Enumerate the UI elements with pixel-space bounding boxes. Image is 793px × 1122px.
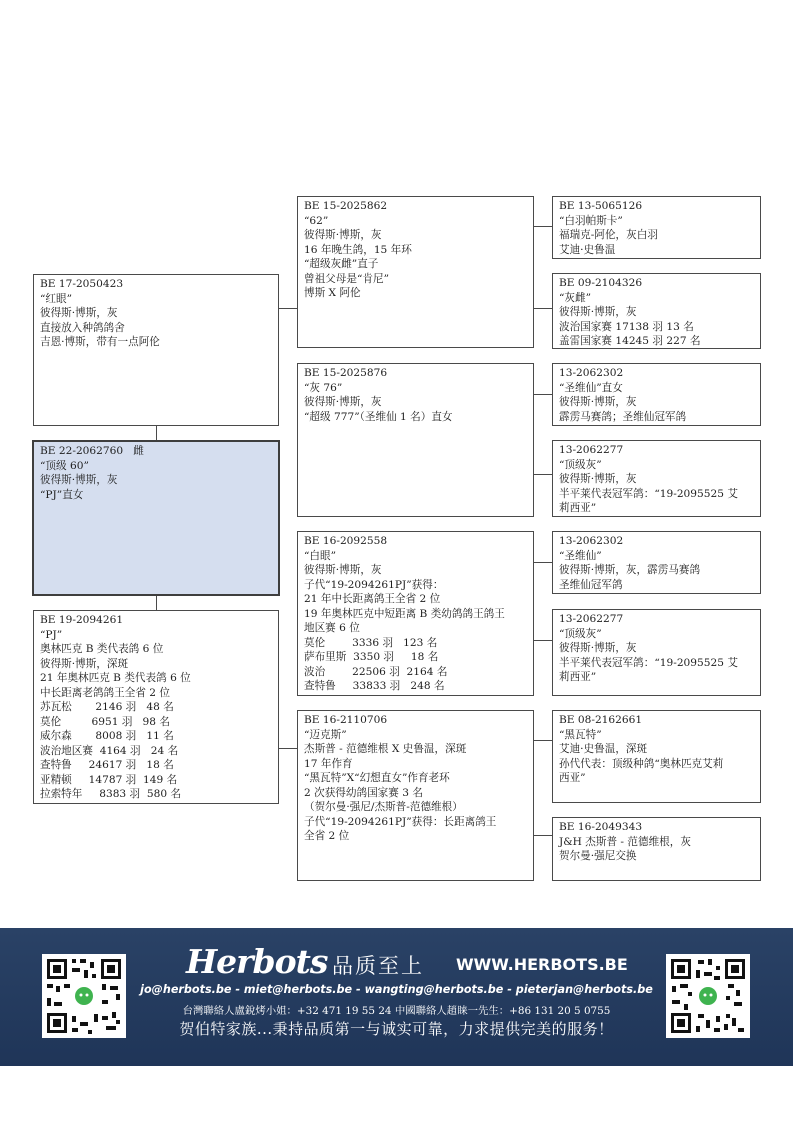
- pedigree-line: J&H 杰斯普 - 范德维根，灰: [559, 835, 691, 848]
- pedigree-line: 直接放入种鸽鸽舍: [40, 321, 125, 334]
- qr-code-icon: [666, 954, 750, 1038]
- ring-number: BE 15-2025876: [304, 367, 388, 379]
- sire-sire-box: [297, 196, 534, 348]
- ring-number: 13-2062277: [559, 444, 624, 456]
- ring-number: BE 13-5065126: [559, 200, 643, 212]
- pedigree-line: 波治国家赛 17138 羽 13 名: [559, 320, 694, 333]
- pedigree-line: 半平莱代表冠军鸽：“19-2095525 艾: [559, 487, 738, 500]
- pedigree-line: 曾祖父母是“肯尼”: [304, 272, 389, 285]
- pedigree-line: 彼得斯·博斯，灰: [559, 642, 637, 654]
- connector: [533, 640, 553, 641]
- herbots-logo: Herbots: [186, 942, 328, 981]
- ring-number: 13-2062302: [559, 535, 624, 547]
- qr-code-left[interactable]: [42, 954, 126, 1038]
- pedigree-line: “顶级灰”: [559, 627, 602, 640]
- pedigree-line: “PJ”: [40, 628, 63, 641]
- dam-box: [33, 610, 279, 804]
- contact-phones: 台灣聯絡人盧銳烤小姐：+32 471 19 55 24 中國聯絡人趙睐一先生：+86 131 20 5 0755: [182, 1005, 611, 1017]
- connector: [533, 562, 553, 563]
- pedigree-line: 拉索特年 8383 羽 580 名: [40, 788, 182, 800]
- pedigree-line: “62”: [304, 214, 329, 227]
- pedigree-line: “黑瓦特”X“幻想直女”作育老环: [304, 772, 450, 784]
- wechat-icon: [699, 987, 717, 1005]
- connector: [533, 835, 553, 836]
- dam-dam-box: [297, 710, 534, 881]
- pedigree-line: 奥林匹克 B 类代表鸽 6 位: [40, 643, 164, 655]
- ring-number: BE 16-2092558: [304, 535, 388, 547]
- pedigree-line: 全省 2 位: [304, 830, 350, 842]
- sire-dam-box: [297, 363, 534, 517]
- pedigree-line: 彼得斯·博斯，深斑: [40, 657, 129, 670]
- pedigree-line: 19 年奥林匹克中短距离 B 类幼鸽鸽王鸽王: [304, 607, 505, 620]
- ring-number: 13-2062277: [559, 613, 624, 625]
- pedigree-line: 福瑞克-阿伦，灰白羽: [559, 229, 658, 241]
- pedigree-line: “灰雌”: [559, 291, 592, 304]
- pedigree-line: “PJ”直女: [40, 488, 84, 501]
- pedigree-line: 吉恩·博斯，带有一点阿伦: [40, 336, 160, 348]
- ds-dam-box: [552, 609, 761, 696]
- pedigree-line: “灰 76”: [304, 381, 343, 394]
- pedigree-line: 17 年作育: [304, 757, 353, 770]
- pedigree-line: 彼得斯·博斯，灰: [559, 396, 637, 408]
- pedigree-line: “白羽帕斯卡”: [559, 214, 623, 227]
- pedigree-line: 2 次获得幼鸽国家赛 3 名: [304, 786, 423, 799]
- pedigree-line: 21 年奥林匹克 B 类代表鸽 6 位: [40, 672, 191, 684]
- ring-number: 13-2062302: [559, 367, 624, 379]
- ring-number: BE 22-2062760 雌: [40, 445, 144, 457]
- pedigree-line: 萨布里斯 3350 羽 18 名: [304, 651, 439, 663]
- ds-sire-box: [552, 531, 761, 594]
- ring-number: BE 09-2104326: [559, 277, 643, 289]
- connector: [533, 740, 553, 741]
- pedigree-line: “顶级 60”: [40, 459, 89, 472]
- slogan: 品质至上: [332, 954, 424, 978]
- pedigree-line: 彼得斯·博斯，灰: [559, 306, 637, 318]
- dam-sire-box: [297, 531, 534, 696]
- connector: [533, 394, 553, 395]
- contact-emails[interactable]: jo@herbots.be - miet@herbots.be - wangting@herbots.be - pieterjan@herbots.be: [140, 983, 653, 996]
- pedigree-line: “超级 777”（圣维仙 1 名）直女: [304, 410, 453, 423]
- connector: [156, 425, 157, 441]
- pedigree-line: 波治地区赛 4164 羽 24 名: [40, 744, 179, 757]
- pedigree-line: 莫伦 6951 羽 98 名: [40, 715, 170, 728]
- pedigree-line: 地区赛 6 位: [304, 622, 360, 634]
- ring-number: BE 19-2094261: [40, 614, 124, 626]
- wechat-icon: [75, 987, 93, 1005]
- pedigree-line: 彼得斯·博斯，灰: [304, 229, 382, 241]
- motto: 贺伯特家族...秉持品质第一与诚实可靠，力求提供完美的服务！: [179, 1020, 614, 1038]
- pedigree-line: 贺尔曼·强尼交换: [559, 850, 637, 862]
- pedigree-line: “圣维仙”: [559, 549, 602, 562]
- pedigree-line: 16 年晚生鸽，15 年环: [304, 243, 412, 256]
- pedigree-line: 查特鲁 33833 羽 248 名: [304, 680, 445, 692]
- sd-dam-box: [552, 440, 761, 517]
- pedigree-line: 孙代代表：顶级种鸽“奥林匹克艾莉: [559, 757, 724, 770]
- connector: [533, 308, 553, 309]
- connector: [533, 226, 553, 227]
- pedigree-line: “圣维仙”直女: [559, 381, 623, 394]
- sire-box: [33, 274, 279, 426]
- pedigree-line: “白眼”: [304, 549, 337, 562]
- ring-number: BE 16-2110706: [304, 714, 388, 726]
- pedigree-line: 杰斯普 - 范德维根 X 史鲁温，深斑: [304, 743, 467, 755]
- pedigree-line: 彼得斯·博斯，灰: [40, 474, 118, 486]
- pedigree-line: “红眼”: [40, 292, 73, 305]
- pedigree-line: 威尔森 8008 羽 11 名: [40, 730, 174, 742]
- pedigree-line: 博斯 X 阿伦: [304, 287, 361, 299]
- pedigree-line: 子代“19-2094261PJ”获得：: [304, 578, 444, 591]
- ss-dam-box: [552, 273, 761, 349]
- pedigree-line: 莉西亚”: [559, 671, 597, 683]
- ring-number: BE 16-2049343: [559, 821, 643, 833]
- brand-row: [186, 942, 628, 981]
- pedigree-line: 彼得斯·博斯，灰: [304, 564, 382, 576]
- connector: [533, 474, 553, 475]
- pedigree-line: 盖雷国家赛 14245 羽 227 名: [559, 335, 701, 347]
- pedigree-line: 半平莱代表冠军鸽：“19-2095525 艾: [559, 656, 738, 669]
- pedigree-line: 艾迪·史鲁温，深斑: [559, 743, 648, 755]
- pedigree-line: 莉西亚”: [559, 502, 597, 514]
- pedigree-line: 21 年中长距离鸽王全省 2 位: [304, 593, 441, 605]
- pedigree-line: “迈克斯”: [304, 728, 347, 741]
- pedigree-line: 彼得斯·博斯，灰: [559, 473, 637, 485]
- connector: [278, 308, 298, 309]
- pedigree-line: 波治 22506 羽 2164 名: [304, 665, 448, 678]
- pedigree-line: 圣维仙冠军鸽: [559, 578, 623, 591]
- pedigree-line: 中长距离老鸽鸽王全省 2 位: [40, 686, 171, 699]
- pedigree-line: 艾迪·史鲁温: [559, 243, 616, 256]
- website-link[interactable]: WWW.HERBOTS.BE: [456, 955, 628, 974]
- sd-sire-box: [552, 363, 761, 426]
- pedigree-line: 子代“19-2094261PJ”获得：长距离鸽王: [304, 815, 497, 828]
- pedigree-line: 亚精顿 14787 羽 149 名: [40, 773, 178, 786]
- pedigree-line: “黑瓦特”: [559, 728, 602, 741]
- pedigree-line: “超级灰雌”直子: [304, 258, 379, 270]
- qr-code-icon: [42, 954, 126, 1038]
- pedigree-line: 霹雳马赛鸽；圣维仙冠军鸽: [559, 410, 687, 423]
- connector: [156, 595, 157, 611]
- dd-sire-box: [552, 710, 761, 803]
- pedigree-line: 彼得斯·博斯，灰: [304, 396, 382, 408]
- ring-number: BE 15-2025862: [304, 200, 388, 212]
- ss-sire-box: [552, 196, 761, 259]
- dd-dam-box: [552, 817, 761, 881]
- subject-box: [32, 440, 280, 596]
- pedigree-line: 苏瓦松 2146 羽 48 名: [40, 701, 174, 713]
- qr-code-right[interactable]: [666, 954, 750, 1038]
- pedigree-line: “顶级灰”: [559, 458, 602, 471]
- ring-number: BE 08-2162661: [559, 714, 643, 726]
- pedigree-line: （贺尔曼·强尼/杰斯普-范德维根）: [304, 801, 463, 813]
- pedigree-line: 西亚”: [559, 772, 586, 784]
- pedigree-line: 彼得斯·博斯，灰: [40, 307, 118, 319]
- pedigree-line: 莫伦 3336 羽 123 名: [304, 636, 438, 649]
- connector: [278, 748, 298, 749]
- pedigree-line: 查特鲁 24617 羽 18 名: [40, 759, 174, 771]
- pedigree-line: 彼得斯·博斯，灰，霹雳马赛鸽: [559, 564, 701, 576]
- ring-number: BE 17-2050423: [40, 278, 124, 290]
